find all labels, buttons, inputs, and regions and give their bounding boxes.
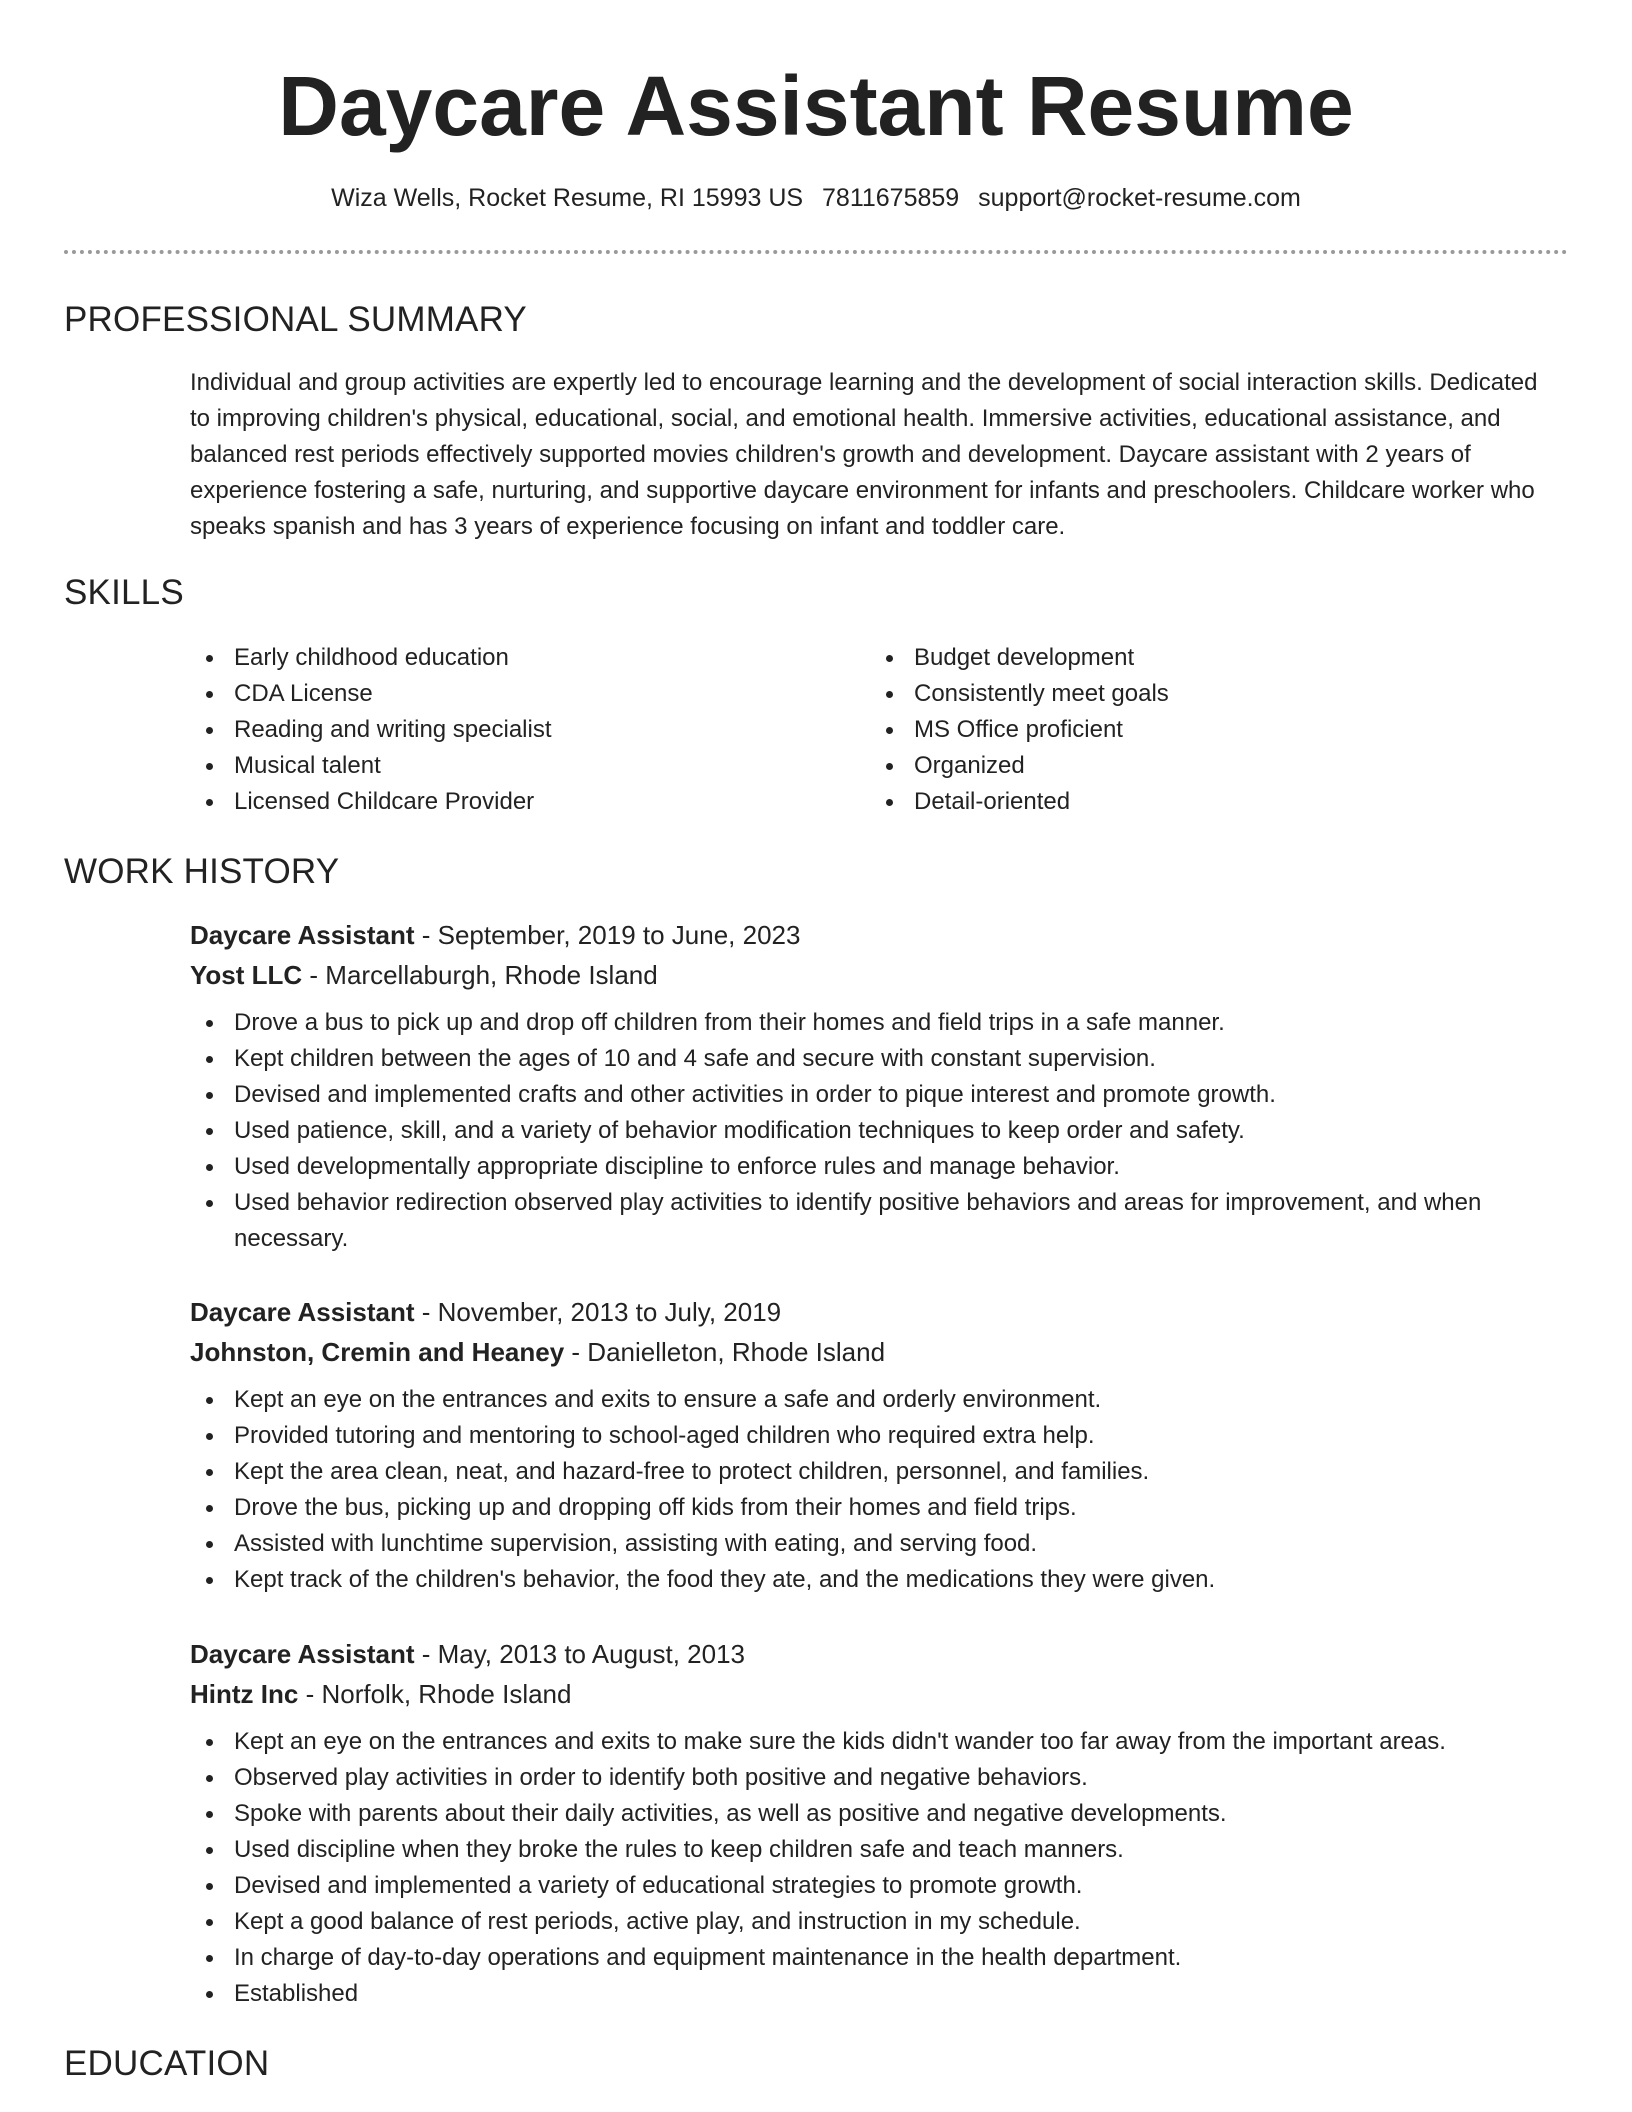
job-company: Yost LLC — [190, 960, 303, 990]
skill-item: Budget development — [870, 640, 1510, 676]
skills-heading: SKILLS — [64, 573, 184, 612]
job-entry — [190, 1634, 1540, 2012]
job-duty: Spoke with parents about their daily activities, as well as positive and negative developments. — [190, 1796, 1540, 1832]
job-dates: - November, 2013 to July, 2019 — [421, 1297, 782, 1327]
contact-email: support@rocket-resume.com — [978, 184, 1301, 212]
job-location: - Danielleton, Rhode Island — [571, 1337, 886, 1367]
job-duties-list — [190, 1005, 1540, 1257]
skill-item: Organized — [870, 748, 1510, 784]
education-heading: EDUCATION — [64, 2044, 270, 2083]
header-divider — [64, 250, 1568, 254]
job-dates: - May, 2013 to August, 2013 — [421, 1639, 746, 1669]
skill-item: CDA License — [190, 676, 830, 712]
job-duties-list — [190, 1382, 1540, 1598]
job-title: Daycare Assistant — [190, 1297, 415, 1327]
skill-item: Detail-oriented — [870, 784, 1510, 820]
job-duty: Kept children between the ages of 10 and 4 safe and secure with constant supervision. — [190, 1041, 1540, 1077]
job-company-line — [190, 1332, 1540, 1372]
job-duty: Used behavior redirection observed play activities to identify positive behaviors and areas for improvement, and when necessary. — [190, 1185, 1540, 1257]
job-title-line — [190, 1634, 1540, 1674]
job-duty: Kept an eye on the entrances and exits to make sure the kids didn't wander too far away from the important areas. — [190, 1724, 1540, 1760]
job-duty: In charge of day-to-day operations and equipment maintenance in the health department. — [190, 1940, 1540, 1976]
job-duty: Observed play activities in order to identify both positive and negative behaviors. — [190, 1760, 1540, 1796]
job-title-line — [190, 1292, 1540, 1332]
summary-heading: PROFESSIONAL SUMMARY — [64, 300, 527, 339]
job-duty: Kept track of the children's behavior, the food they ate, and the medications they were given. — [190, 1562, 1540, 1598]
contact-phone: 7811675859 — [822, 184, 960, 212]
job-company-line — [190, 1674, 1540, 1714]
job-duty: Kept a good balance of rest periods, active play, and instruction in my schedule. — [190, 1904, 1540, 1940]
job-entry — [190, 1292, 1540, 1598]
skills-list-left — [190, 640, 830, 820]
job-duties-list — [190, 1724, 1540, 2012]
job-duty: Drove the bus, picking up and dropping off kids from their homes and field trips. — [190, 1490, 1540, 1526]
job-duty: Provided tutoring and mentoring to school-aged children who required extra help. — [190, 1418, 1540, 1454]
job-location: - Norfolk, Rhode Island — [305, 1679, 572, 1709]
job-duty: Used discipline when they broke the rules to keep children safe and teach manners. — [190, 1832, 1540, 1868]
work-history-heading: WORK HISTORY — [64, 852, 340, 891]
job-company: Hintz Inc — [190, 1679, 299, 1709]
job-title-line — [190, 915, 1540, 955]
job-dates: - September, 2019 to June, 2023 — [421, 920, 801, 950]
job-title: Daycare Assistant — [190, 920, 415, 950]
skill-item: Consistently meet goals — [870, 676, 1510, 712]
job-duty: Used patience, skill, and a variety of behavior modification techniques to keep order and safety. — [190, 1113, 1540, 1149]
summary-text: Individual and group activities are expertly led to encourage learning and the development of social interaction skills. Dedicated to improving children's physical, educational, social, and emotional health. Immersive activities, educational assistance, and balanced rest periods effectively supported movies children's growth and development. Daycare assistant with 2 years of experience fostering a safe, nurturing, and supportive daycare environment for infants and preschoolers. Childcare worker who speaks spanish and has 3 years of experience focusing on infant and toddler care. — [190, 369, 1538, 540]
job-company: Johnston, Cremin and Heaney — [190, 1337, 565, 1367]
skill-item: Reading and writing specialist — [190, 712, 830, 748]
job-duty: Devised and implemented crafts and other activities in order to pique interest and promote growth. — [190, 1077, 1540, 1113]
resume-title: Daycare Assistant Resume — [278, 59, 1354, 153]
contact-address: Wiza Wells, Rocket Resume, RI 15993 US — [331, 184, 804, 212]
job-duty: Kept an eye on the entrances and exits to ensure a safe and orderly environment. — [190, 1382, 1540, 1418]
job-duty: Drove a bus to pick up and drop off children from their homes and field trips in a safe manner. — [190, 1005, 1540, 1041]
job-company-line — [190, 955, 1540, 995]
job-duty: Devised and implemented a variety of educational strategies to promote growth. — [190, 1868, 1540, 1904]
job-entry — [190, 915, 1540, 1257]
skill-item: Licensed Childcare Provider — [190, 784, 830, 820]
job-duty: Kept the area clean, neat, and hazard-free to protect children, personnel, and families. — [190, 1454, 1540, 1490]
job-duty: Established — [190, 1976, 1540, 2012]
job-duty: Assisted with lunchtime supervision, assisting with eating, and serving food. — [190, 1526, 1540, 1562]
skill-item: Musical talent — [190, 748, 830, 784]
job-duty: Used developmentally appropriate discipline to enforce rules and manage behavior. — [190, 1149, 1540, 1185]
skill-item: MS Office proficient — [870, 712, 1510, 748]
skills-list-right — [870, 640, 1510, 820]
job-location: - Marcellaburgh, Rhode Island — [309, 960, 658, 990]
skill-item: Early childhood education — [190, 640, 830, 676]
job-title: Daycare Assistant — [190, 1639, 415, 1669]
contact-line — [0, 180, 1632, 216]
